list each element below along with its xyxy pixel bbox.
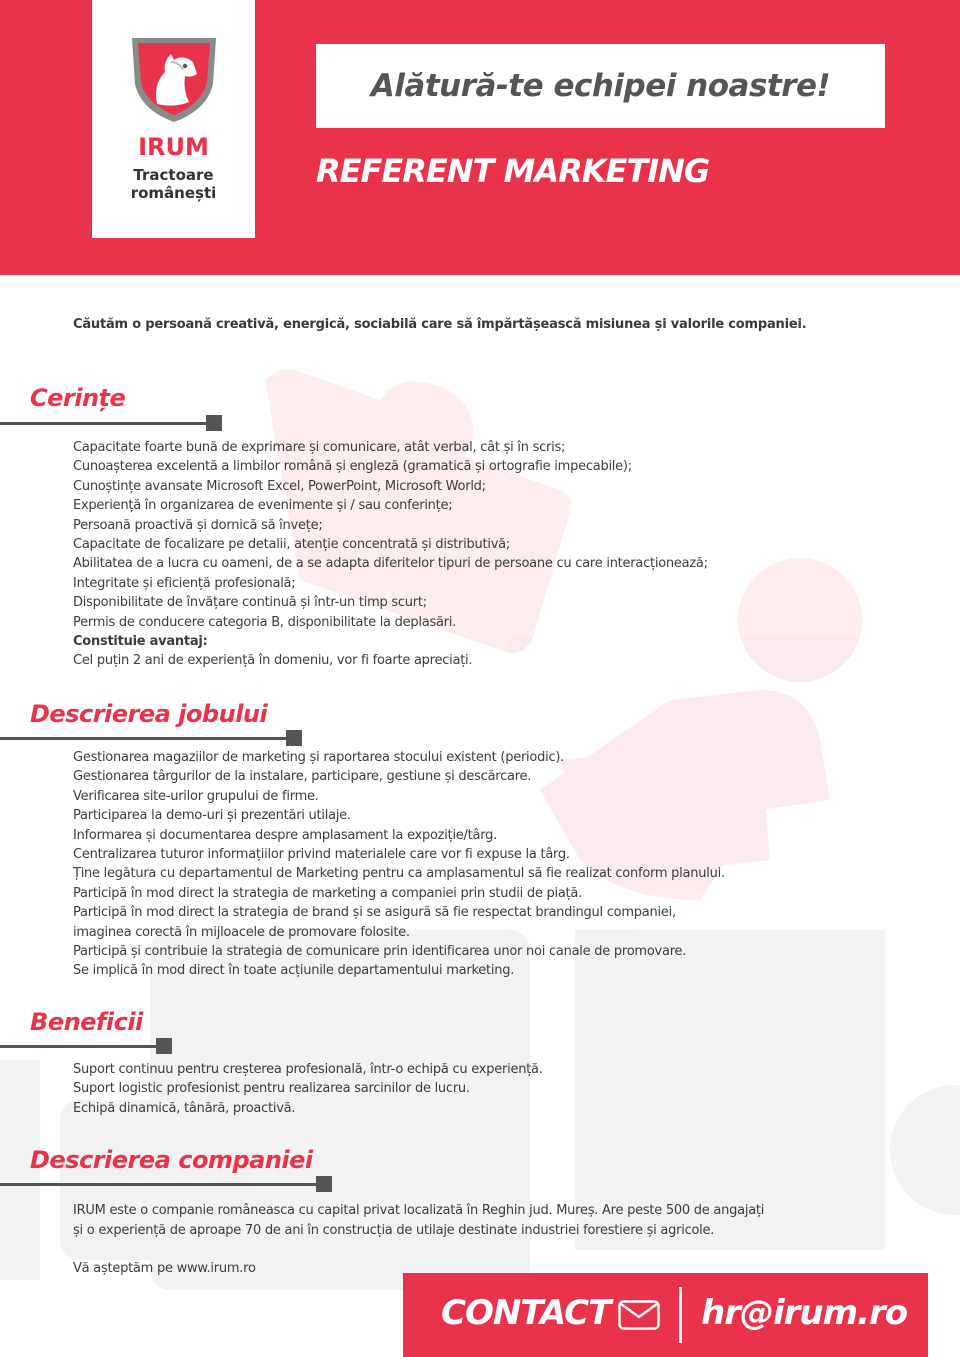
list-item: Disponibilitate de învățare continuă și într-un timp scurt; bbox=[73, 595, 427, 611]
contact-divider bbox=[679, 1287, 682, 1343]
brand-name: IRUM bbox=[138, 133, 209, 161]
list-item: Experiență în organizarea de evenimente și / sau conferințe; bbox=[73, 498, 453, 514]
list-item: imaginea corectă în mijloacele de promovare folosite. bbox=[73, 924, 410, 940]
list-item: Gestionarea magaziilor de marketing și raportarea stocului existent (periodic). bbox=[73, 750, 565, 765]
section-rule bbox=[0, 1045, 160, 1048]
closing-text: Vă așteptăm pe www.irum.ro bbox=[73, 1261, 256, 1276]
section-title-company: Descrierea companiei bbox=[30, 1146, 313, 1174]
section-rule bbox=[0, 1183, 320, 1186]
section-rule-end bbox=[316, 1176, 332, 1192]
list-item: Ține legătura cu departamentul de Marketing pentru ca amplasamentul să fie realizat conform planului. bbox=[73, 866, 725, 882]
list-item: Verificarea site-urilor grupului de firme. bbox=[73, 788, 319, 804]
brand-tagline bbox=[92, 166, 255, 202]
list-item: Suport logistic profesionist pentru realizarea sarcinilor de lucru. bbox=[73, 1081, 470, 1097]
section-rule-end bbox=[286, 730, 302, 746]
list-item: Cunoștințe avansate Microsoft Excel, PowerPoint, Microsoft World; bbox=[73, 478, 486, 494]
list-item: Suport continuu pentru creșterea profesională, într-o echipă cu experiență. bbox=[73, 1062, 543, 1077]
list-item: Informarea și documentarea despre amplasament la expoziție/târg. bbox=[73, 827, 497, 843]
list-item: Participă în mod direct la strategia de marketing a companiei prin studii de piață. bbox=[73, 885, 582, 901]
slogan-text: Alătură-te echipei noastre! bbox=[370, 68, 831, 104]
company-description bbox=[73, 1201, 764, 1240]
list-item: Participarea la demo-uri și prezentări utilaje. bbox=[73, 808, 351, 824]
list-item: Participă și contribuie la strategia de comunicare prin identificarea unor noi canale de promovare. bbox=[73, 944, 687, 960]
section-title-job-description: Descrierea jobului bbox=[30, 700, 268, 728]
list-item: Echipă dinamică, tânără, proactivă. bbox=[73, 1100, 296, 1116]
contact-label: CONTACT bbox=[441, 1293, 611, 1333]
list-item: Capacitate de focalizare pe detalii, atenție concentrată și distributivă; bbox=[73, 537, 511, 553]
brand-tagline-line2: românești bbox=[130, 184, 217, 202]
requirements-list bbox=[73, 438, 708, 671]
benefits-list bbox=[73, 1060, 543, 1118]
company-description-line1: IRUM este o companie româneasca cu capital privat localizată în Reghin jud. Mureș. Are peste 500 de angajați bbox=[73, 1203, 765, 1218]
header-banner bbox=[0, 0, 960, 275]
company-description-line2: și o experiență de aproape 70 de ani în construcția de utilaje destinate industriei forestiere și agricole. bbox=[73, 1222, 715, 1238]
job-description-list bbox=[73, 748, 725, 981]
slogan-box bbox=[316, 44, 885, 128]
list-item: Permis de conducere categoria B, disponibilitate la deplasări. bbox=[73, 614, 457, 630]
advantage-text: Cel puțin 2 ani de experiență în domeniu, vor fi foarte apreciați. bbox=[73, 653, 473, 669]
list-item: Participă în mod direct la strategia de brand și se asigură să fie respectat brandingul companiei, bbox=[73, 905, 676, 921]
list-item: Centralizarea tuturor informațiilor privind materialele care vor fi expuse la târg. bbox=[73, 847, 570, 863]
list-item: Cunoașterea excelentă a limbilor română și engleză (gramatică și ortografie impecabile); bbox=[73, 459, 632, 475]
shield-horse-icon bbox=[127, 32, 221, 124]
section-title-requirements: Cerințe bbox=[30, 384, 126, 412]
contact-bar bbox=[403, 1273, 928, 1357]
section-rule bbox=[0, 737, 290, 740]
section-title-benefits: Beneficii bbox=[30, 1008, 143, 1036]
section-rule-end bbox=[156, 1038, 172, 1054]
advantage-label: Constituie avantaj: bbox=[73, 634, 208, 650]
list-item: Integritate și eficiență profesională; bbox=[73, 575, 296, 591]
contact-email[interactable]: hr@irum.ro bbox=[701, 1293, 908, 1333]
list-item: Gestionarea târgurilor de la instalare, participare, gestiune și descărcare. bbox=[73, 769, 532, 785]
envelope-icon bbox=[618, 1300, 660, 1330]
list-item: Persoană proactivă și dornică să învețe; bbox=[73, 517, 323, 533]
section-rule bbox=[0, 422, 210, 425]
job-title: REFERENT MARKETING bbox=[316, 152, 710, 190]
list-item: Abilitatea de a lucra cu oameni, de a se adapta diferitelor tipuri de persoane cu care interacționează; bbox=[73, 556, 708, 572]
section-rule-end bbox=[206, 415, 222, 431]
brand-tagline-line1: Tractoare bbox=[133, 166, 214, 184]
list-item: Se implică în mod direct în toate acțiunile departamentului marketing. bbox=[73, 963, 515, 979]
intro-text: Căutăm o persoană creativă, energică, sociabilă care să împărtășească misiunea și valorile companiei. bbox=[73, 317, 807, 332]
company-logo bbox=[92, 0, 255, 238]
list-item: Capacitate foarte bună de exprimare și comunicare, atât verbal, cât și în scris; bbox=[73, 440, 566, 455]
